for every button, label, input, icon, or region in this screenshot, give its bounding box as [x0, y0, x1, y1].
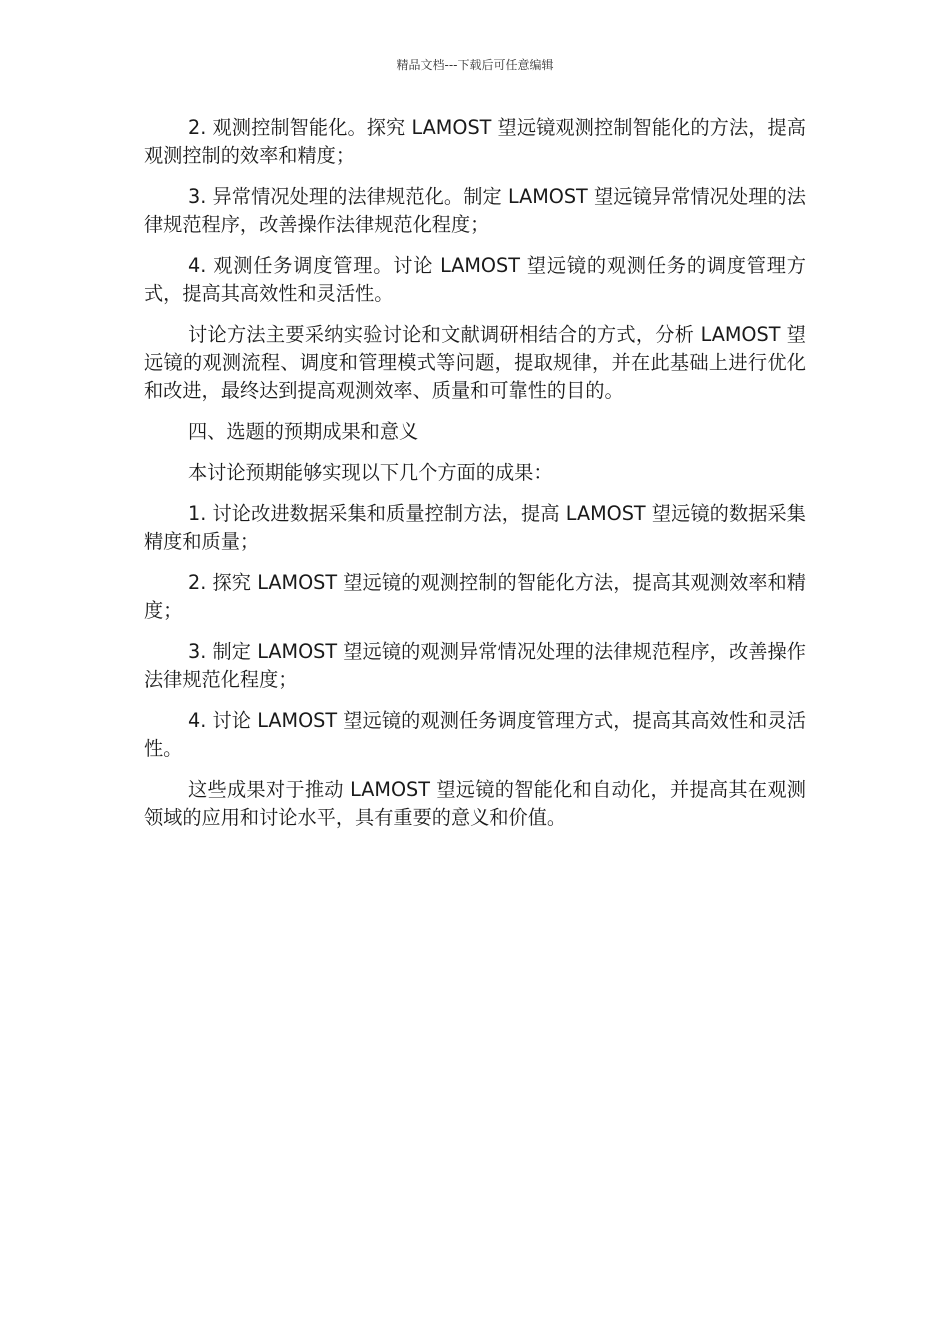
- paragraph-exception-handling: 3. 异常情况处理的法律规范化。制定 LAMOST 望远镜异常情况处理的法律规范程序，改善操作法律规范化程度；: [144, 185, 806, 236]
- result-item-4: 4. 讨论 LAMOST 望远镜的观测任务调度管理方式，提高其高效性和灵活性。: [144, 709, 806, 760]
- document-body: [144, 114, 806, 845]
- result-item-2: 2. 探究 LAMOST 望远镜的观测控制的智能化方法，提高其观测效率和精度；: [144, 571, 806, 622]
- paragraph-results-intro: 本讨论预期能够实现以下几个方面的成果：: [188, 461, 553, 484]
- paragraph-task-scheduling: 4. 观测任务调度管理。讨论 LAMOST 望远镜的观测任务的调度管理方式，提高其高效性和灵活性。: [144, 254, 806, 305]
- section-heading-expected-results: 四、选题的预期成果和意义: [188, 420, 419, 443]
- paragraph-observation-control: 2. 观测控制智能化。探究 LAMOST 望远镜观测控制智能化的方法，提高观测控制的效率和精度；: [144, 116, 806, 167]
- paragraph-significance: 这些成果对于推动 LAMOST 望远镜的智能化和自动化，并提高其在观测领域的应用和讨论水平，具有重要的意义和价值。: [144, 778, 806, 829]
- result-item-3: 3. 制定 LAMOST 望远镜的观测异常情况处理的法律规范程序，改善操作法律规范化程度；: [144, 640, 806, 691]
- page-header: 精品文档---下载后可任意编辑: [396, 58, 554, 72]
- result-item-1: 1. 讨论改进数据采集和质量控制方法，提高 LAMOST 望远镜的数据采集精度和质量；: [144, 502, 806, 553]
- paragraph-research-method: 讨论方法主要采纳实验讨论和文献调研相结合的方式，分析 LAMOST 望远镜的观测流程、调度和管理模式等问题，提取规律，并在此基础上进行优化和改进，最终达到提高观测效率、质量和可靠性的目的。: [144, 323, 806, 402]
